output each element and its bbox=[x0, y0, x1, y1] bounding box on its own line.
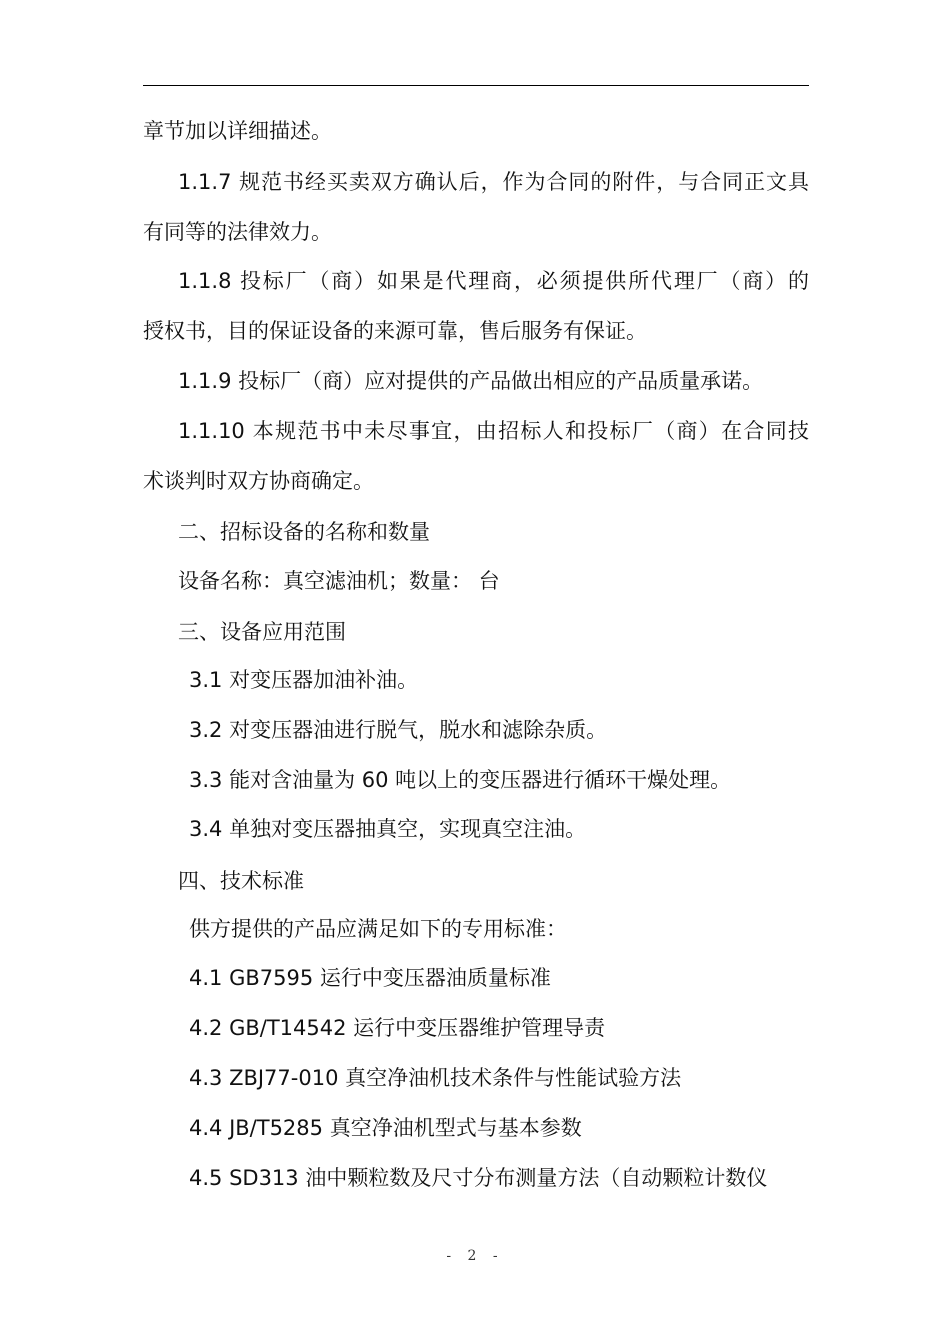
list-item: 3.1 对变压器加油补油。 bbox=[189, 668, 419, 692]
paragraph-line: 术谈判时双方协商确定。 bbox=[143, 469, 374, 493]
list-item: 3.4 单独对变压器抽真空，实现真空注油。 bbox=[189, 817, 587, 841]
standard-item: 4.4 JB/T5285 真空净油机型式与基本参数 bbox=[189, 1116, 582, 1140]
list-item: 3.3 能对含油量为 60 吨以上的变压器进行循环干燥处理。 bbox=[189, 768, 732, 792]
paragraph-line: 授权书，目的保证设备的来源可靠，售后服务有保证。 bbox=[143, 319, 647, 343]
standard-item: 4.5 SD313 油中颗粒数及尺寸分布测量方法（自动颗粒计数仪 bbox=[189, 1166, 768, 1190]
standard-item: 4.1 GB7595 运行中变压器油质量标准 bbox=[189, 966, 551, 990]
paragraph-line: 1.1.10 本规范书中未尽事宜，由招标人和投标厂（商）在合同技 bbox=[178, 419, 809, 443]
paragraph-line: 1.1.8 投标厂（商）如果是代理商，必须提供所代理厂（商）的 bbox=[178, 269, 809, 293]
paragraph-line: 有同等的法律效力。 bbox=[143, 220, 332, 244]
standard-item: 4.3 ZBJ77-010 真空净油机技术条件与性能试验方法 bbox=[189, 1066, 682, 1090]
section-heading: 三、设备应用范围 bbox=[178, 620, 346, 644]
paragraph-line: 1.1.9 投标厂（商）应对提供的产品做出相应的产品质量承诺。 bbox=[178, 369, 764, 393]
section-heading: 二、招标设备的名称和数量 bbox=[178, 520, 430, 544]
paragraph-line: 章节加以详细描述。 bbox=[143, 119, 332, 143]
page-number: - 2 - bbox=[446, 1248, 504, 1264]
paragraph-line: 供方提供的产品应满足如下的专用标准： bbox=[189, 917, 567, 941]
standard-item: 4.2 GB/T14542 运行中变压器维护管理导责 bbox=[189, 1016, 606, 1040]
section-heading: 四、技术标准 bbox=[178, 869, 304, 893]
header-rule bbox=[143, 85, 809, 86]
equipment-spec-line: 设备名称：真空滤油机；数量： 台 bbox=[178, 569, 500, 593]
list-item: 3.2 对变压器油进行脱气，脱水和滤除杂质。 bbox=[189, 718, 608, 742]
paragraph-line: 1.1.7 规范书经买卖双方确认后，作为合同的附件，与合同正文具 bbox=[178, 170, 809, 194]
